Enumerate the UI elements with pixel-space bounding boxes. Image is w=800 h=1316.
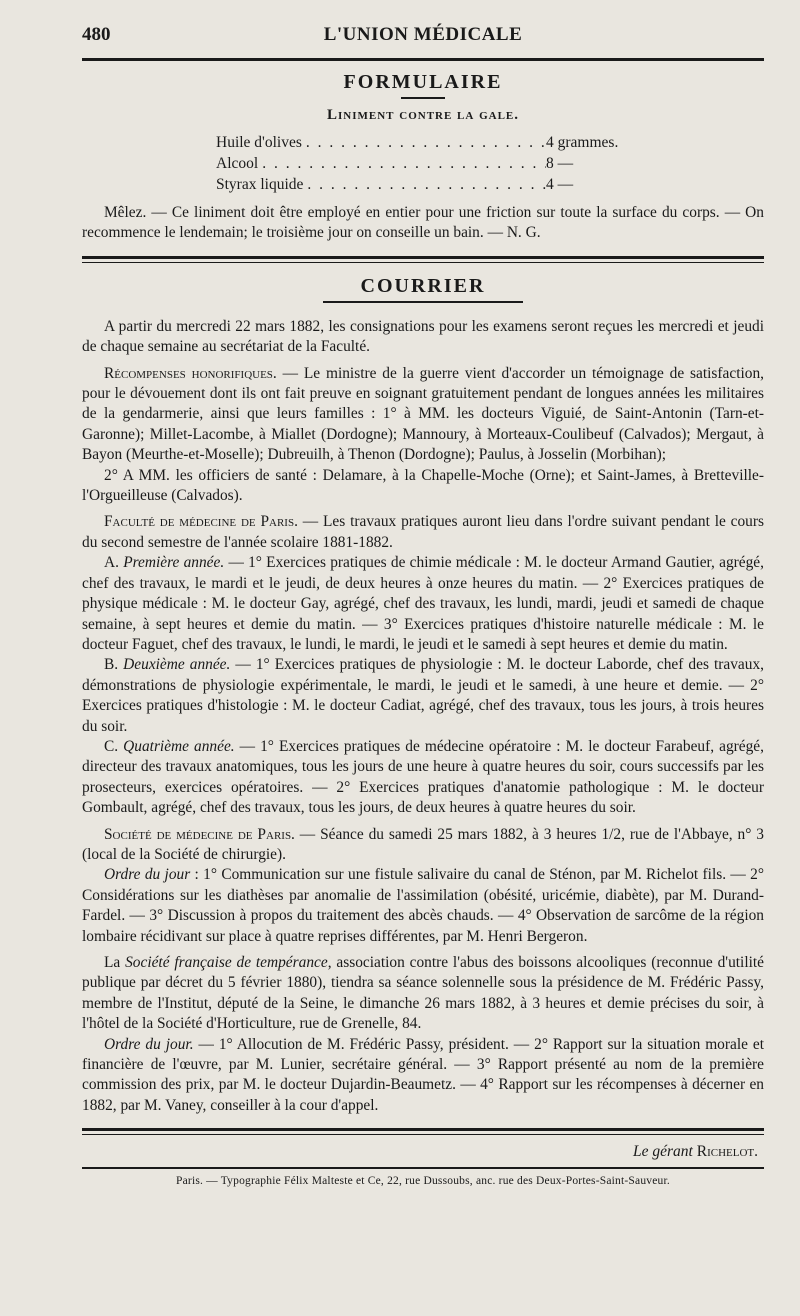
paragraph-body: — 1° Exercices pratiques de médecine opératoire : M. le docteur Farabeuf, agrégé, directeur des travaux anatomiques, tous les jours de une heure à quatre heures du soir, cours successifs par les prosecteurs, exercices opératoires. — 2° Exercices pratiques d'anatomie pathologique : M. le docteur Gombault, agrégé, chef des travaux, tous les jours, de deux heures à quatre heures du soir.: [82, 737, 764, 817]
page-number: 480: [82, 24, 111, 45]
item-label: C.: [104, 737, 124, 755]
society-name: Société française de tempérance: [125, 954, 328, 971]
ingredient-row: [216, 153, 636, 174]
header-rule: [82, 58, 764, 61]
recipe-title: Liniment contre la gale.: [326, 107, 520, 123]
ingredient-qty: 4 —: [546, 176, 574, 193]
paragraph-heading: Récompenses honorifiques.: [104, 364, 277, 382]
item-label: A.: [104, 554, 124, 572]
journal-title: L'UNION MÉDICALE: [323, 24, 523, 45]
ingredient-name: Styrax liquide: [216, 176, 304, 193]
paragraph-heading: Ordre du jour.: [104, 1035, 194, 1053]
paragraph-ordre-du-jour-temperance: [82, 1035, 764, 1117]
ingredient-name: Alcool: [216, 155, 259, 172]
paragraph-faculte: [82, 512, 764, 553]
courrier-title: COURRIER: [360, 274, 486, 297]
year-label: Deuxième année.: [123, 656, 231, 674]
paragraph-body: La: [104, 954, 126, 971]
formulaire-title-rule: [401, 97, 445, 99]
year-label: Quatrième année.: [123, 737, 235, 755]
paragraph-heading: Ordre du jour: [104, 866, 191, 884]
paragraph-body: : 1° Communication sur une fistule salivaire du canal de Sténon, par M. Richelot fils. — 2° Considérations sur les diathèses par anomalie de l'assimilation (obésité, uricémie, diabète), par M. Durand-Fardel. — 3° Discussion à propos du traitement des abcès chauds. — 4° Observation de sarcôme de la région lombaire récidivant sur place à quatre reprises différentes, par M. Henri Bergeron.: [82, 866, 764, 945]
paragraph-body: — Les travaux pratiques auront lieu dans l'ordre suivant pendant le cours du second semestre de l'année scolaire 1881-1882.: [82, 513, 764, 551]
paragraph-body: — Séance du samedi 25 mars 1882, à 3 heures 1/2, rue de l'Abbaye, n° 3 (local de la Société de chirurgie).: [82, 825, 764, 863]
ingredient-row: [216, 174, 636, 195]
signature: [82, 1143, 758, 1161]
paragraph-heading: Société de médecine de Paris.: [104, 825, 295, 843]
ingredient-qty: 8 —: [546, 155, 574, 172]
paragraph-examens: A partir du mercredi 22 mars 1882, les consignations pour les examens seront reçues les mercredi et jeudi de chaque semaine au secrétariat de la Faculté.: [82, 317, 764, 356]
signature-label: Le gérant: [633, 1143, 693, 1161]
paragraph-societe-medecine: [82, 825, 764, 866]
paragraph-body: — Le ministre de la guerre vient d'accorder un témoignage de satisfaction, pour le dévouement dont ils ont fait preuve en soignant gratuitement pendant de longues années les militaires de la gendarmerie, ainsi que leurs familles : 1° à MM. les docteurs Viguié, de Saint-Antonin (Tarn-et-Garonne); Millet-Lacombe, à Miallet (Dordogne); Mannoury, à Morteaux-Coulibeuf (Calvados); Mergaut, à Bayon (Meurthe-et-Moselle); Dubreuilh, à Thenon (Dordogne); Paulus, à Josselin (Morbihan);: [82, 364, 764, 464]
paragraph-premiere-annee: [82, 553, 764, 655]
year-label: Première année.: [123, 554, 225, 572]
footer-divider: [82, 1128, 764, 1135]
running-head: [82, 22, 764, 52]
paragraph-officiers: 2° A MM. les officiers de santé : Delamare, à la Chapelle-Moche (Orne); et Saint-James, à Bretteville-l'Orgueilleuse (Calvados).: [82, 466, 764, 505]
paragraph-body: — 1° Allocution de M. Frédéric Passy, président. — 2° Rapport sur la situation morale et financière de l'œuvre, par M. Lunier, secrétaire général. — 3° Rapport présenté au nom de la première commission des prix, par M. le docteur Dujardin-Beaumetz. — 4° Rapport sur les récompenses à décerner en 1882, par M. Vaney, conseiller à la cour d'appel.: [82, 1035, 764, 1114]
signature-name: Richelot.: [696, 1143, 758, 1161]
paragraph-quatrieme-annee: [82, 737, 764, 819]
section-divider: [82, 256, 764, 263]
formulaire-title: FORMULAIRE: [343, 71, 503, 93]
paragraph-body: — 1° Exercices pratiques de physiologie : M. le docteur Laborde, chef des travaux, démonstrations de physiologie expérimentale, le mardi, le jeudi et le samedi, à une heure et demie. — 2° Exercices pratiques d'histologie : M. le docteur Cadiat, agrégé, chef des travaux, tous les jours, à trois heures du soir.: [82, 656, 764, 735]
ingredient-name: Huile d'olives: [216, 134, 302, 151]
paragraph-temperance: [82, 953, 764, 1035]
leader-dots: [258, 153, 546, 174]
leader-dots: [302, 132, 546, 153]
paragraph-deuxieme-annee: [82, 655, 764, 737]
imprint-rule: [82, 1167, 764, 1169]
item-label: B.: [104, 656, 124, 674]
ingredient-row: [216, 132, 636, 153]
paragraph-body: , association contre l'abus des boissons alcooliques (reconnue d'utilité publique par décret du 5 février 1880), tiendra sa séance solennelle sous la présidence de M. Frédéric Passy, membre de l'Institut, député de la Seine, le dimanche 26 mars 1882, à 3 heures et demie précises du soir, à l'hôtel de la Société d'Horticulture, rue de Grenelle, 84.: [82, 954, 764, 1033]
paragraph-heading: Faculté de médecine de Paris.: [104, 513, 298, 531]
ingredient-qty: 4 grammes.: [546, 134, 619, 151]
paragraph-ordre-du-jour: [82, 865, 764, 947]
recipe-instructions: Mêlez. — Ce liniment doit être employé en entier pour une friction sur toute la surface du corps. — On recommence le lendemain; le troisième jour on conseille un bain. — N. G.: [82, 204, 764, 242]
courrier-title-rule: [323, 301, 523, 303]
paragraph-body: — 1° Exercices pratiques de chimie médicale : M. le docteur Armand Gautier, agrégé, chef des travaux, le mardi et le jeudi, de deux heures à onze heures du matin. — 2° Exercices pratiques de physique médicale : M. le docteur Gay, agrégé, chef des travaux, les lundi, mardi, jeudi et samedi de chaque semaine, à sept heures et demie du matin. — 3° Exercices pratiques d'histoire naturelle médicale : M. le docteur Faguet, chef des travaux, le lundi, le mardi, le jeudi et le samedi à sept heures et demie du matin.: [82, 554, 764, 653]
printer-imprint: Paris. — Typographie Félix Malteste et Ce, 22, rue Dussoubs, anc. rue des Deux-Portes-Saint-Sauveur.: [176, 1175, 670, 1188]
leader-dots: [303, 174, 546, 195]
ingredient-list: [216, 132, 764, 195]
paragraph-recompenses: [82, 364, 764, 466]
